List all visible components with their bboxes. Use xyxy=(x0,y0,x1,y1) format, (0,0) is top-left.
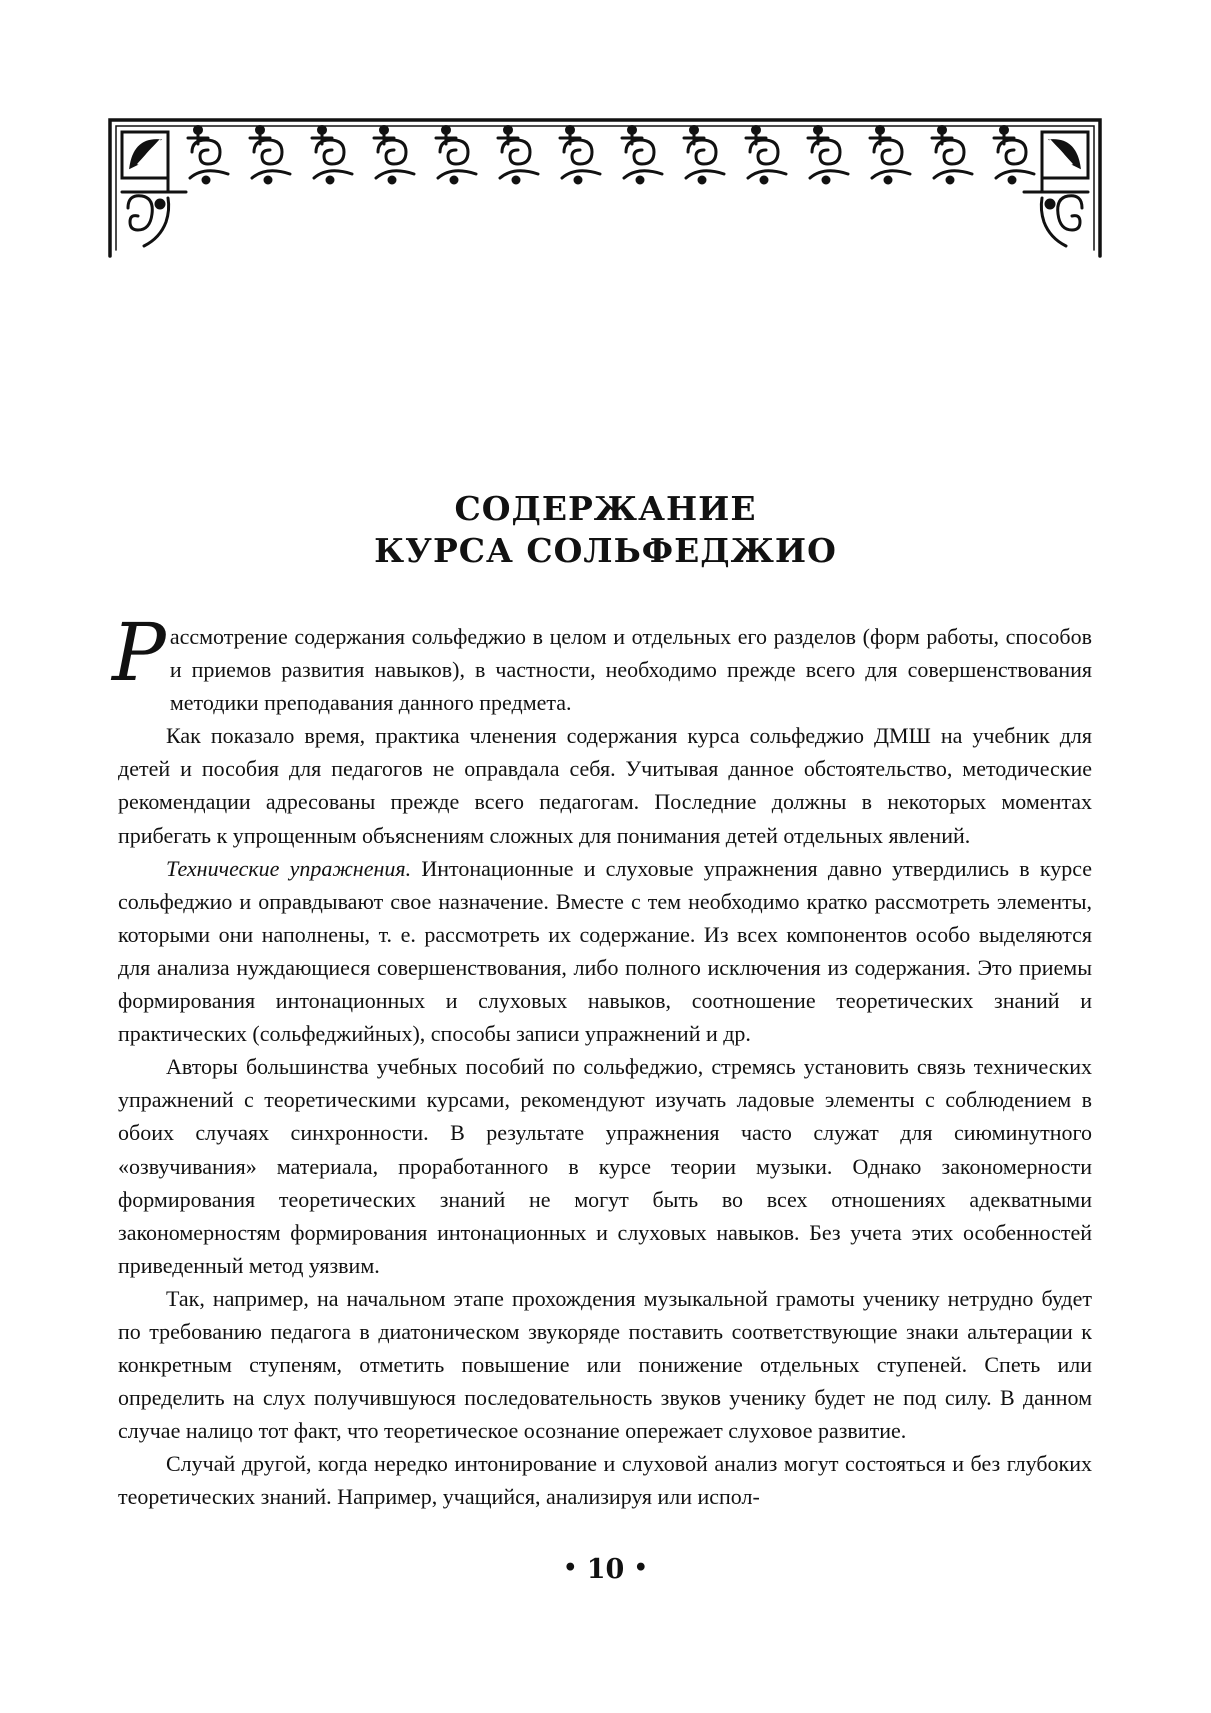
paragraph-6: Случай другой, когда нередко интонирование и слуховой анализ могут состояться и без глубоких теоретических знаний. Например, учащийся, анализируя или испол- xyxy=(118,1451,1092,1510)
paragraph-1 xyxy=(112,606,1092,719)
page-number-value: 10 xyxy=(586,1554,625,1585)
page-number-dot-right: • xyxy=(633,1555,648,1581)
page-title xyxy=(0,488,1211,572)
title-line-2: КУРСА СОЛЬФЕДЖИО xyxy=(374,531,837,570)
paragraph-3-lead: Технические упражнения. xyxy=(166,855,412,881)
paragraph-5: Так, например, на начальном этапе прохождения музыкальной грамоты ученику нетрудно будет по требованию педагога в диатоническом звукоряде поставить соответствующие знаки альтерации к конкретным ступеням, отметить повышение или понижение отдельных ступеней. Спеть или определить на слух получившуюся последовательность звуков ученику будет не под силу. В данном случае налицо тот факт, что теоретическое осознание опережает слуховое развитие. xyxy=(118,1285,1092,1444)
paragraph-3-text: Интонационные и слуховые упражнения давно утвердились в курсе сольфеджио и оправдывают свое назначение. Вместе с тем необходимо кратко рассмотреть элементы, которыми они наполнены, т. е. рассмотреть их содержание. Из всех компонентов особо выделяются для анализа нуждающиеся совершенствования, либо полного исключения из содержания. Это приемы формирования интонационных и слуховых навыков, соотношение теоретических знаний и практических (сольфеджийных), способы записи упражнений и др. xyxy=(118,855,1093,1047)
paragraph-1-text: ассмотрение содержания сольфеджио в целом и отдельных его разделов (форм работы, способов и приемов развития навыков), в частности, необходимо прежде всего для совершенствования методики преподавания данного предмета. xyxy=(169,624,1092,716)
page-number xyxy=(0,1554,1211,1585)
page-number-dot-left: • xyxy=(563,1555,578,1581)
paragraph-4: Авторы большинства учебных пособий по сольфеджио, стремясь установить связь технических упражнений с теоретическими курсами, рекомендуют изучать ладовые элементы с соблюдением в обоих случаях синхронности. В результате упражнения часто служат для сиюминутного «озвучивания» материала, проработанного в курсе теории музыки. Однако закономерности формирования теоретических знаний не могут быть во всех отношениях адекватными закономерностям формирования интонационных и слуховых навыков. Без учета этих особенностей приведенный метод уязвим. xyxy=(118,1054,1092,1278)
body-text xyxy=(112,606,1093,1514)
paragraph-3 xyxy=(118,852,1092,1051)
title-line-1: СОДЕРЖАНИЕ xyxy=(454,489,757,528)
drop-cap: Р xyxy=(112,606,166,699)
decorative-border-icon xyxy=(108,118,1102,258)
paragraph-2: Как показало время, практика членения содержания курса сольфеджио ДМШ на учебник для детей и пособия для педагогов не оправдала себя. Учитывая данное обстоятельство, методические рекомендации адресованы прежде всего педагогам. Последние должны в некоторых моментах прибегать к упрощенным объяснениям сложных для понимания детей отдельных явлений. xyxy=(118,723,1092,848)
